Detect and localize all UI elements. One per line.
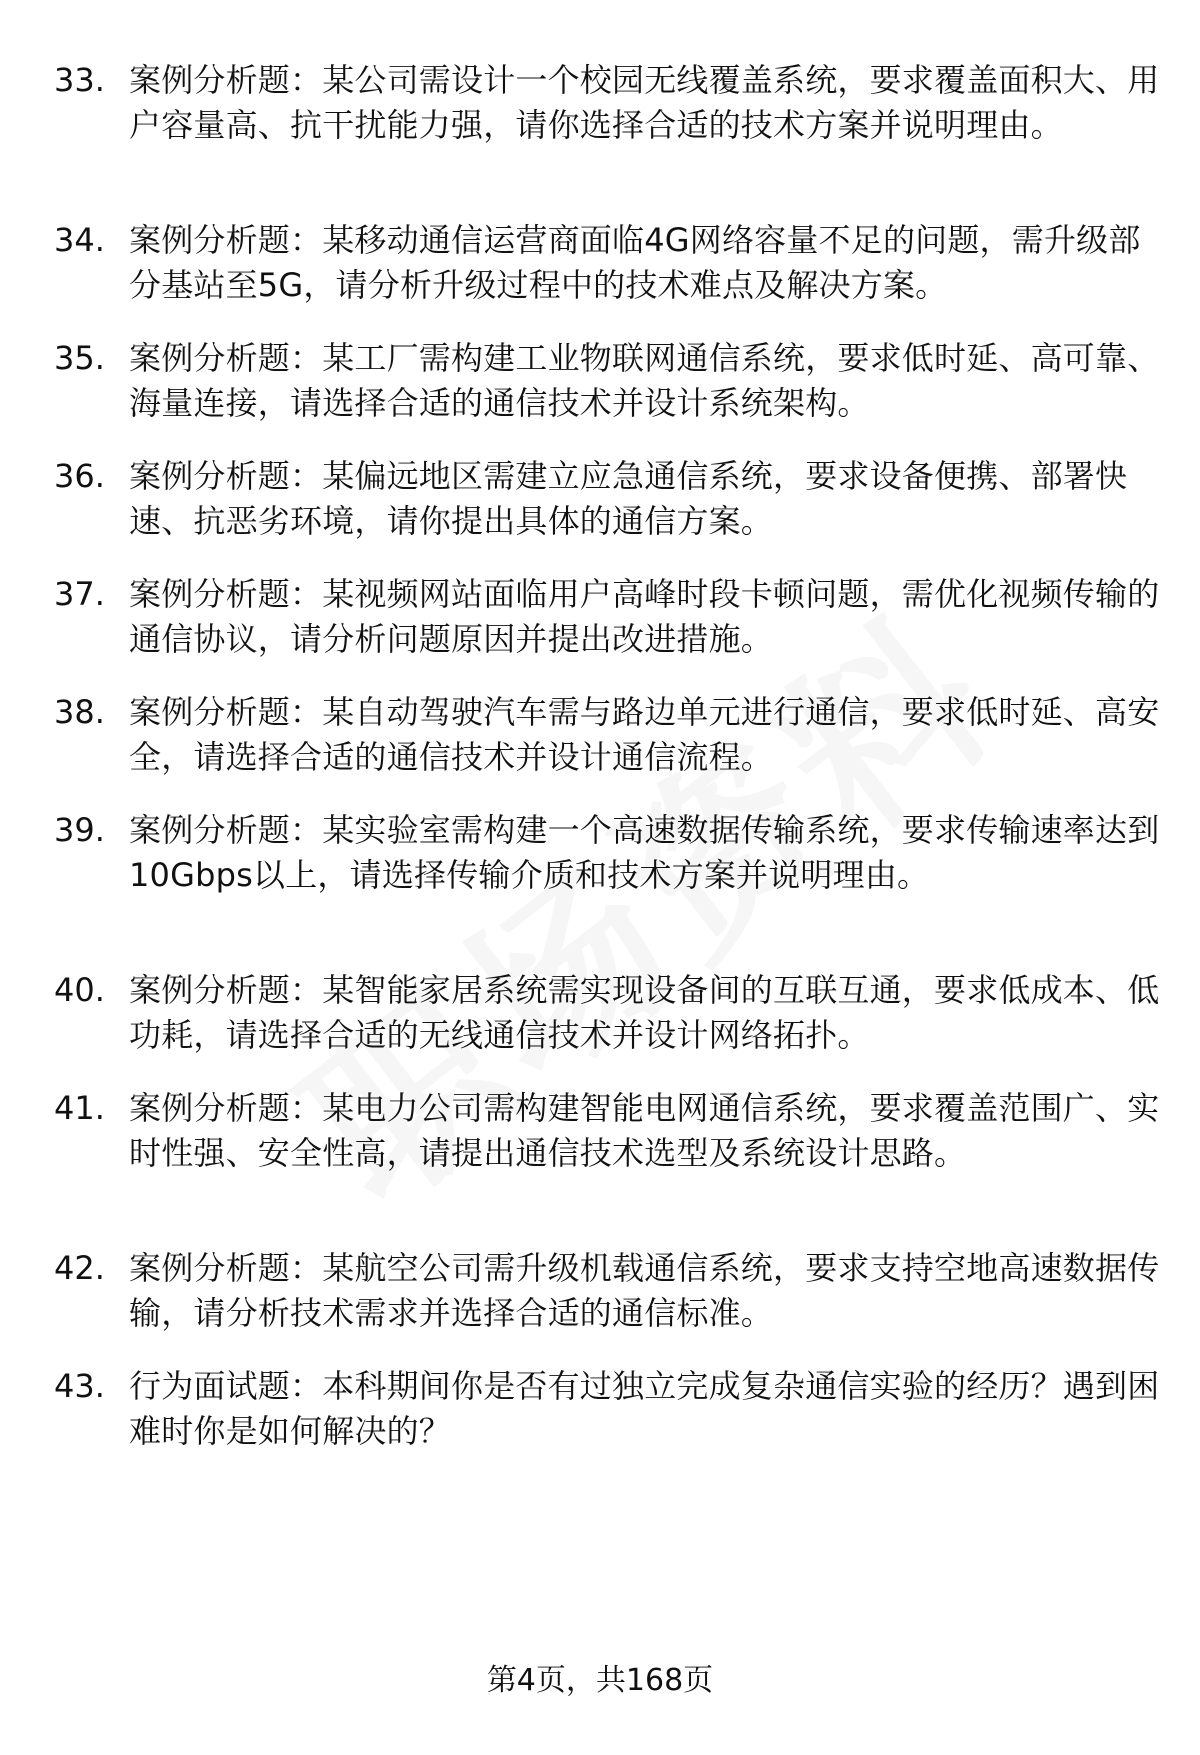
page-footer bbox=[0, 1661, 1200, 1701]
question-number: 39. bbox=[54, 811, 105, 849]
question-text: 案例分析题：某移动通信运营商面临4G网络容量不足的问题，需升级部分基站至5G，请分析升级过程中的技术难点及解决方案。 bbox=[129, 221, 1141, 304]
question-number: 43. bbox=[54, 1367, 105, 1405]
question-text: 案例分析题：某智能家居系统需实现设备间的互联互通，要求低成本、低功耗，请选择合适的无线通信技术并设计网络拓扑。 bbox=[129, 971, 1160, 1054]
question-number: 34. bbox=[54, 221, 105, 259]
question-text: 案例分析题：某航空公司需升级机载通信系统，要求支持空地高速数据传输，请分析技术需求并选择合适的通信标准。 bbox=[129, 1249, 1160, 1332]
question-text: 案例分析题：某偏远地区需建立应急通信系统，要求设备便携、部署快速、抗恶劣环境，请你提出具体的通信方案。 bbox=[129, 457, 1128, 540]
page-number-label: 第4页，共168页 bbox=[486, 1663, 714, 1698]
question-number: 37. bbox=[54, 575, 105, 613]
question-number: 42. bbox=[54, 1249, 105, 1287]
question-text: 案例分析题：某电力公司需构建智能电网通信系统，要求覆盖范围广、实时性强、安全性高，请提出通信技术选型及系统设计思路。 bbox=[129, 1089, 1160, 1172]
question-number: 38. bbox=[54, 693, 105, 731]
question-text: 行为面试题：本科期间你是否有过独立完成复杂通信实验的经历？遇到困难时你是如何解决的？ bbox=[129, 1367, 1160, 1450]
question-text: 案例分析题：某实验室需构建一个高速数据传输系统，要求传输速率达到10Gbps以上，请选择传输介质和技术方案并说明理由。 bbox=[129, 811, 1160, 894]
question-text: 案例分析题：某工厂需构建工业物联网通信系统，要求低时延、高可靠、海量连接，请选择合适的通信技术并设计系统架构。 bbox=[129, 339, 1160, 422]
question-text: 案例分析题：某自动驾驶汽车需与路边单元进行通信，要求低时延、高安全，请选择合适的通信技术并设计通信流程。 bbox=[129, 693, 1160, 776]
question-number: 35. bbox=[54, 339, 105, 377]
question-number: 33. bbox=[54, 61, 105, 99]
question-text: 案例分析题：某公司需设计一个校园无线覆盖系统，要求覆盖面积大、用户容量高、抗干扰能力强，请你选择合适的技术方案并说明理由。 bbox=[129, 61, 1160, 144]
question-number: 36. bbox=[54, 457, 105, 495]
question-text: 案例分析题：某视频网站面临用户高峰时段卡顿问题，需优化视频传输的通信协议，请分析问题原因并提出改进措施。 bbox=[129, 575, 1160, 658]
question-number: 40. bbox=[54, 971, 105, 1009]
question-number: 41. bbox=[54, 1089, 105, 1127]
